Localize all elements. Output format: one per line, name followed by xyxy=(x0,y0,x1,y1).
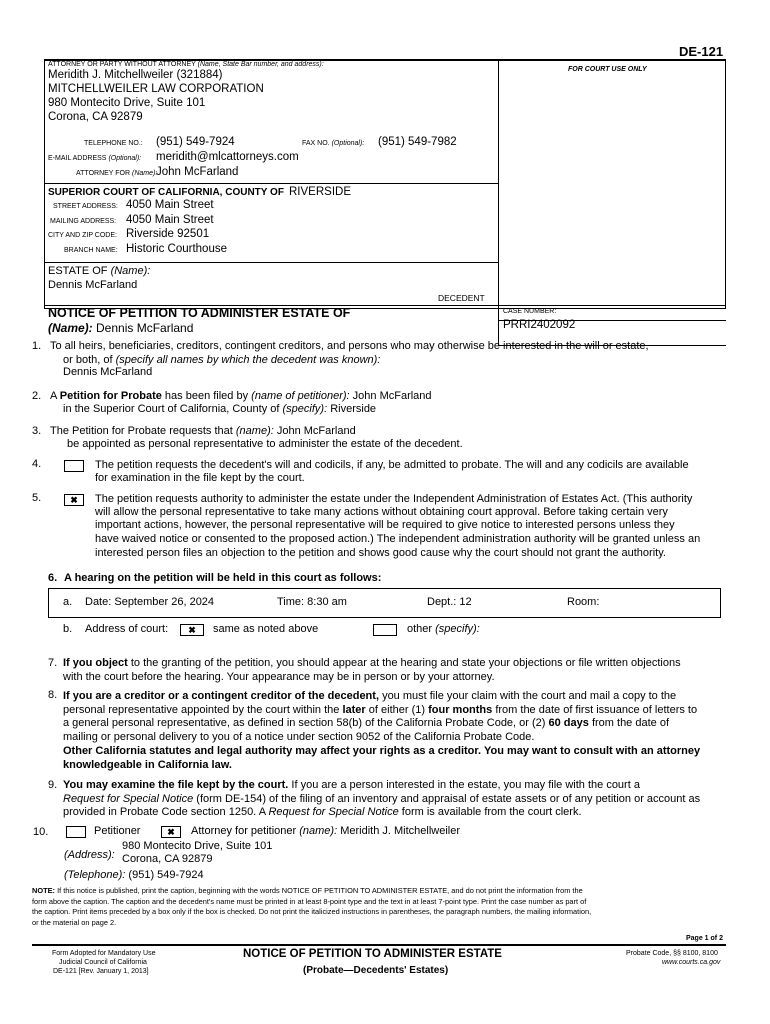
item-9-line-1: You may examine the file kept by the court. If you are a person interested in the estate, you may file with the court a xyxy=(63,779,640,791)
item-7-line-2: with the court before the hearing. Your appearance may be in person or by your attorney. xyxy=(63,671,495,683)
city-value: Riverside 92501 xyxy=(126,228,210,240)
item-8-line-3: a general personal representative, as defined in section 58(b) of the California Probate Code, or (2) 60 days from the date of xyxy=(63,717,669,729)
attorney-for-value: John McFarland xyxy=(156,166,239,178)
street-value: 4050 Main Street xyxy=(126,199,214,211)
decedent-label: DECEDENT xyxy=(438,293,485,303)
hearing-date: Date: September 26, 2024 xyxy=(85,596,215,608)
item-10-address-2: Corona, CA 92879 xyxy=(122,853,213,865)
attorney-for-petitioner-checkbox[interactable]: ✖ xyxy=(161,826,181,838)
hearing-time: Time: 8:30 am xyxy=(277,596,347,608)
fax-label: FAX NO. (Optional): xyxy=(302,140,365,147)
item-1-names: Dennis McFarland xyxy=(63,366,153,378)
hearing-b-letter: b. xyxy=(63,623,73,635)
item-10-number: 10. xyxy=(33,826,49,838)
item-5-line-4: have waived notice or consented to the proposed action.) The independent administration authority will be granted unless an xyxy=(95,533,701,545)
item-3-number: 3. xyxy=(32,425,42,437)
item-4-line-1: The petition requests the decedent's will and codicils, if any, be admitted to probate. The will and any codicils are available xyxy=(95,459,689,471)
item-8-line-4: mailing or personal delivery to you of a notice under section 9052 of the California Probate Code. xyxy=(63,731,535,743)
street-label: STREET ADDRESS: xyxy=(53,203,118,210)
footer-subtitle: (Probate—Decedents' Estates) xyxy=(303,965,449,976)
fax-value: (951) 549-7982 xyxy=(378,136,457,148)
item-10-telephone: (Telephone): (951) 549-7924 xyxy=(64,869,204,881)
email-label: E-MAIL ADDRESS (Optional): xyxy=(48,155,142,162)
email-value: meridith@mlcattorneys.com xyxy=(156,151,299,163)
note-line-3: the caption. Print items preceded by a box only if the box is checked. Do not print the italicized instructions in parentheses, the paragraph numbers, the mailing information, xyxy=(32,907,592,916)
mailing-label: MAILING ADDRESS: xyxy=(50,218,117,225)
item-1-number: 1. xyxy=(32,340,42,352)
petitioner-label: Petitioner xyxy=(94,825,141,837)
estate-label: ESTATE OF (Name): xyxy=(48,265,151,277)
publication-note xyxy=(32,886,591,928)
item-9-line-2: Request for Special Notice (form DE-154) of the filing of an inventory and appraisal of estate assets or of any petition or account as xyxy=(63,793,701,805)
item-3-line-1: The Petition for Probate requests that (name): John McFarland xyxy=(50,425,356,437)
case-number-label: CASE NUMBER: xyxy=(503,308,557,315)
item-7-number: 7. xyxy=(48,657,58,669)
hearing-room: Room: xyxy=(567,596,600,608)
court-county: RIVERSIDE xyxy=(289,186,351,198)
footer-right-1: Probate Code, §§ 8100, 8100 xyxy=(626,950,718,957)
item-8-line-6: knowledgeable in California law. xyxy=(63,759,232,771)
attorney-name: Meridith J. Mitchellweiler (321884) xyxy=(48,69,223,81)
telephone-value: (951) 549-7924 xyxy=(156,136,235,148)
attorney-address-1: 980 Montecito Drive, Suite 101 xyxy=(48,97,206,109)
item-5-line-1: The petition requests authority to administer the estate under the Independent Administration of Estates Act. (This authority xyxy=(95,493,693,505)
hearing-dept: Dept.: 12 xyxy=(427,596,472,608)
item-5-line-3: important actions, however, the personal representative will be required to give notice to interested persons unless they xyxy=(95,519,675,531)
item-5-line-5: interested person files an objection to the petition and shows good cause why the court should not grant the authority. xyxy=(95,547,666,559)
item-7-line-1: If you object to the granting of the petition, you should appear at the hearing and state your objections or file written objections xyxy=(63,657,681,669)
item-6-number: 6. xyxy=(48,572,58,584)
court-use-label: FOR COURT USE ONLY xyxy=(568,66,647,73)
item-10-address-1: 980 Montecito Drive, Suite 101 xyxy=(122,840,273,852)
court-section-rule xyxy=(44,262,498,263)
notice-name-row: (Name): Dennis McFarland xyxy=(48,321,194,335)
notice-title: NOTICE OF PETITION TO ADMINISTER ESTATE OF xyxy=(48,306,351,320)
address-of-court-label: Address of court: xyxy=(85,623,169,635)
note-line-1: NOTE: If this notice is published, print the caption, beginning with the words NOTICE OF PETITION TO ADMINISTER ESTATE, and do not print the information from the xyxy=(32,886,583,895)
mailing-value: 4050 Main Street xyxy=(126,214,214,226)
item-4-line-2: for examination in the file kept by the court. xyxy=(95,472,305,484)
item-8-line-1: If you are a creditor or a contingent creditor of the decedent, you must file your claim with the court and mail a copy to the xyxy=(63,690,677,702)
item-4-checkbox[interactable] xyxy=(64,460,84,472)
attorney-for-petitioner-label: Attorney for petitioner (name): Meridith J. Mitchellweiler xyxy=(191,825,461,837)
attorney-address-2: Corona, CA 92879 xyxy=(48,111,143,123)
form-number: DE-121 xyxy=(679,44,724,59)
item-9-line-3: provided in Probate Code section 1250. A Request for Special Notice form is available from the court clerk. xyxy=(63,806,582,818)
item-8-number: 8. xyxy=(48,689,58,701)
item-4-number: 4. xyxy=(32,458,42,470)
item-5-number: 5. xyxy=(32,492,42,504)
attorney-for-label: ATTORNEY FOR (Name): xyxy=(76,170,158,177)
telephone-label: TELEPHONE NO.: xyxy=(84,140,143,147)
item-2-line-1: A Petition for Probate has been filed by (name of petitioner): John McFarland xyxy=(50,390,432,402)
branch-value: Historic Courthouse xyxy=(126,243,227,255)
item-2-number: 2. xyxy=(32,390,42,402)
footer-left-1: Form Adopted for Mandatory Use xyxy=(52,950,156,957)
other-address-label: other (specify): xyxy=(407,623,480,635)
item-10-address-label: (Address): xyxy=(64,849,115,861)
same-address-checkbox[interactable]: ✖ xyxy=(180,624,204,636)
attorney-firm: MITCHELLWEILER LAW CORPORATION xyxy=(48,83,264,95)
footer-right-2: www.courts.ca.gov xyxy=(662,959,721,966)
page-number: Page 1 of 2 xyxy=(686,935,723,942)
hearing-a-letter: a. xyxy=(63,596,73,608)
item-8-line-2: personal representative appointed by the court within the later of either (1) four months from the date of first issuance of letters to xyxy=(63,704,698,716)
item-1-line-1: To all heirs, beneficiaries, creditors, contingent creditors, and persons who may otherwise be interested in the will or estate, xyxy=(50,340,649,352)
petitioner-checkbox[interactable] xyxy=(66,826,86,838)
attorney-label: ATTORNEY OR PARTY WITHOUT ATTORNEY (Name, State Bar number, and address): xyxy=(48,61,324,68)
footer-left-2: Judicial Council of California xyxy=(59,959,147,966)
item-3-line-2: be appointed as personal representative to administer the estate of the decedent. xyxy=(67,438,463,450)
item-9-number: 9. xyxy=(48,779,58,791)
other-address-checkbox[interactable] xyxy=(373,624,397,636)
city-label: CITY AND ZIP CODE: xyxy=(48,232,117,239)
note-line-4: or the material on page 2. xyxy=(32,917,117,927)
note-line-2: form above the caption. The caption and the decedent's name must be printed in at least 8-point type and the text in at least 7-point type. Print the case number as part of xyxy=(32,896,587,906)
attorney-section-rule xyxy=(44,183,498,184)
item-5-checkbox[interactable]: ✖ xyxy=(64,494,84,506)
branch-label: BRANCH NAME: xyxy=(64,247,118,254)
footer-title: NOTICE OF PETITION TO ADMINISTER ESTATE xyxy=(243,948,502,960)
footer-left-3: DE-121 [Rev. January 1, 2013] xyxy=(53,968,149,975)
item-6-title: A hearing on the petition will be held in this court as follows: xyxy=(64,572,382,584)
item-1-line-2: or both, of (specify all names by which the decedent was known): xyxy=(63,354,381,366)
same-address-label: same as noted above xyxy=(213,623,319,635)
item-8-line-5: Other California statutes and legal authority may affect your rights as a creditor. You may want to consult with an attorney xyxy=(63,745,701,757)
case-number-value: PRRI2402092 xyxy=(503,319,576,331)
item-5-line-2: will allow the personal representative to take many actions without obtaining court approval. Before taking certain very xyxy=(95,506,668,518)
item-2-line-2: in the Superior Court of California, County of (specify): Riverside xyxy=(63,403,377,415)
footer-rule xyxy=(32,944,726,946)
caption-divider xyxy=(498,59,499,345)
court-title: SUPERIOR COURT OF CALIFORNIA, COUNTY OF xyxy=(48,187,284,198)
estate-name: Dennis McFarland xyxy=(48,279,138,291)
